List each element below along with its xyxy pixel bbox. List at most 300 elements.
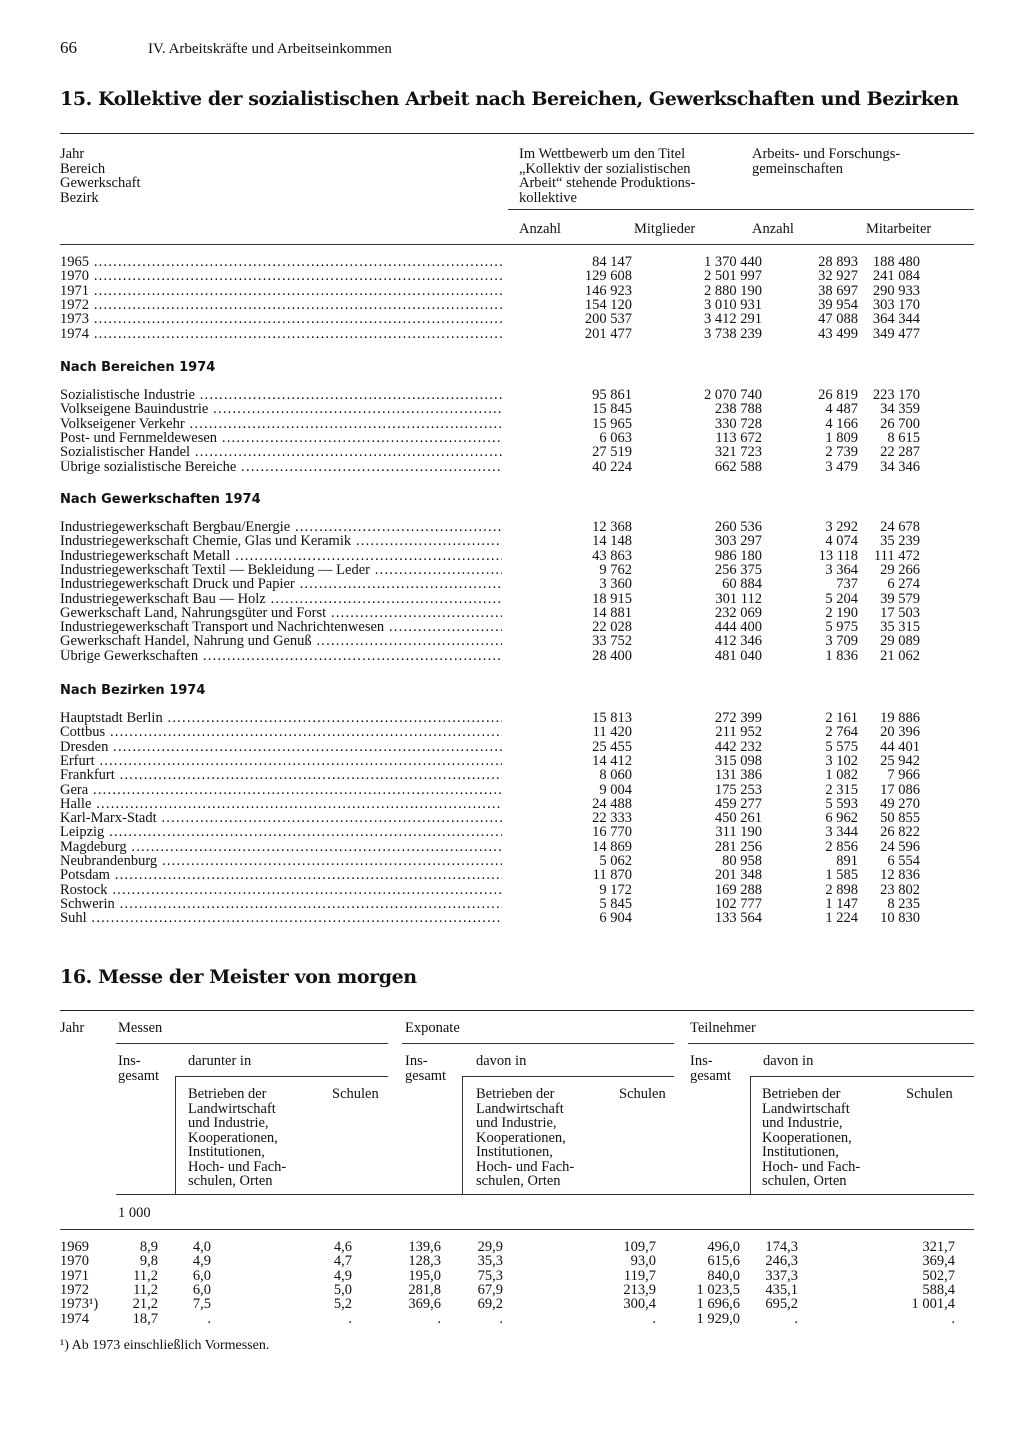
table-row [60, 711, 940, 725]
cell-value: 169 288 [714, 881, 762, 898]
cell-value: 11 420 [592, 724, 632, 741]
teilnehmer-betriebe-head: Betrieben der Landwirtschaft und Industrie, Kooperationen, Institutionen, Hoch- und Fach- schulen, Orten [762, 1086, 861, 1189]
table-row [60, 783, 940, 797]
cell-value: 43 499 [818, 325, 858, 342]
cell-value: 1 370 440 [704, 254, 762, 270]
row-label: Magdeburg ..... [60, 840, 502, 854]
cell-value: 35 315 [880, 619, 920, 636]
cell-value: 321 723 [714, 444, 762, 461]
cell-value: 412 346 [714, 633, 762, 650]
cell-value: 32 927 [818, 268, 858, 285]
row-label: Volkseigener Verkehr ..... [60, 417, 502, 431]
table-row [60, 768, 940, 782]
cell-value: 26 700 [880, 415, 920, 432]
cell-value: 28 893 [818, 254, 858, 270]
cell-value: 80 958 [722, 853, 762, 869]
messen-rule [116, 1043, 388, 1044]
cell-value: 38 697 [818, 282, 858, 299]
cell-value: 337,3 [765, 1267, 798, 1284]
cell-value: 21 062 [880, 647, 920, 664]
exponate-sub-rule [462, 1076, 674, 1077]
running-head [60, 38, 392, 58]
cell-value: 22 287 [880, 444, 920, 461]
row-label: Sozialistische Industrie ..... [60, 388, 502, 402]
table-row [60, 1240, 960, 1254]
row-label: Volkseigene Bauindustrie ..... [60, 402, 502, 416]
row-year: 1969 [60, 1239, 89, 1255]
cell-value: 69,2 [477, 1296, 503, 1313]
cell-value: 29,9 [477, 1239, 503, 1255]
cell-value: 29 089 [880, 633, 920, 650]
table-row [60, 284, 940, 298]
cell-value: 2 764 [825, 724, 858, 741]
table-row [60, 1269, 960, 1283]
table-row [60, 460, 940, 474]
cell-value: 113 672 [715, 429, 762, 446]
messen-betriebe-head: Betrieben der Landwirtschaft und Industrie, Kooperationen, Institutionen, Hoch- und Fach- schulen, Orten [188, 1086, 287, 1189]
row-label: Frankfurt ..... [60, 768, 502, 782]
cell-value: 2 161 [825, 710, 858, 726]
cell-value: 43 863 [592, 547, 632, 564]
cell-value: 4,6 [333, 1239, 352, 1255]
cell-value: 9 172 [599, 881, 632, 898]
cell-value: . [207, 1310, 211, 1327]
cell-value: . [437, 1310, 441, 1327]
cell-value: 364 344 [872, 311, 920, 328]
cell-value: 281 256 [714, 838, 762, 855]
cell-value: 28 400 [592, 647, 632, 664]
cell-value: 1 082 [825, 767, 858, 784]
cell-value: 3 010 931 [704, 296, 762, 313]
cell-value: 6 063 [599, 429, 632, 446]
cell-value: 24 678 [880, 519, 920, 535]
cell-value: 3 102 [825, 752, 858, 769]
cell-value: 7 966 [887, 767, 920, 784]
cell-value: 129 608 [584, 268, 632, 285]
cell-value: 737 [836, 576, 858, 593]
row-year: 1974 [60, 1310, 89, 1327]
teilnehmer-sub-rule [750, 1076, 974, 1077]
cell-value: 986 180 [714, 547, 762, 564]
cell-value: 14 412 [592, 752, 632, 769]
cell-value: 1 585 [825, 867, 858, 884]
exponate-insgesamt-head: Ins- gesamt [405, 1053, 447, 1084]
row-label: Leipzig ..... [60, 825, 502, 839]
cell-value: 11 870 [592, 867, 632, 884]
row-label: Dresden ..... [60, 740, 502, 754]
cell-value: 5 593 [825, 795, 858, 812]
table-row [60, 620, 940, 634]
row-label: 1971 ..... [60, 284, 502, 298]
cell-value: . [348, 1310, 352, 1327]
cell-value: 300,4 [623, 1296, 656, 1313]
cell-value: 211 952 [715, 724, 762, 741]
cell-value: 290 933 [872, 282, 920, 299]
row-label: 1965 ..... [60, 255, 502, 269]
row-label: Gera ..... [60, 783, 502, 797]
cell-value: 188 480 [872, 254, 920, 270]
table-row [60, 811, 940, 825]
cell-value: 200 537 [584, 311, 632, 328]
cell-value: 75,3 [477, 1267, 503, 1284]
row-year: 1972 [60, 1281, 89, 1298]
table-16-body-rule [60, 1229, 974, 1230]
section-heading: Nach Bezirken 1974 [60, 683, 206, 698]
row-label: Hauptstadt Berlin ..... [60, 711, 502, 725]
cell-value: 5 062 [599, 853, 632, 869]
cell-value: 9 762 [599, 561, 632, 578]
table-row [60, 549, 940, 563]
group-head-messen: Messen [118, 1020, 163, 1036]
table-row [60, 1312, 960, 1326]
cell-value: 44 401 [880, 738, 920, 755]
table-row [60, 754, 940, 768]
table-row [60, 592, 940, 606]
cell-value: 2 739 [825, 444, 858, 461]
cell-value: 459 277 [714, 795, 762, 812]
cell-value: 84 147 [592, 254, 632, 270]
messen-schulen-head: Schulen [332, 1086, 379, 1102]
cell-value: 25 942 [880, 752, 920, 769]
cell-value: 35 239 [880, 533, 920, 550]
cell-value: 232 069 [714, 604, 762, 621]
cell-value: 5,2 [333, 1296, 352, 1313]
cell-value: 444 400 [714, 619, 762, 636]
cell-value: 131 386 [714, 767, 762, 784]
row-label: Rostock ..... [60, 883, 502, 897]
row-label: Industriegewerkschaft Chemie, Glas und Keramik ..... [60, 534, 502, 548]
table-row [60, 431, 940, 445]
cell-value: 201 477 [584, 325, 632, 342]
col-head-jahr: Jahr [60, 1020, 85, 1036]
cell-value: 102 777 [714, 895, 762, 912]
row-year: 1973¹) [60, 1296, 99, 1313]
table-row [60, 854, 940, 868]
unit-rule-top [116, 1194, 974, 1195]
table-15-body-rule [60, 244, 974, 245]
cell-value: 26 819 [818, 387, 858, 403]
cell-value: 95 861 [592, 387, 632, 403]
table-row [60, 634, 940, 648]
cell-value: 2 315 [825, 781, 858, 798]
unit-label: 1 000 [118, 1205, 151, 1221]
messen-insgesamt-head: Ins- gesamt [118, 1053, 160, 1084]
teilnehmer-schulen-head: Schulen [906, 1086, 953, 1102]
table-row [60, 883, 940, 897]
row-label: Gewerkschaft Land, Nahrungsgüter und Forst ..... [60, 606, 502, 620]
cell-value: 442 232 [714, 738, 762, 755]
row-label: Industriegewerkschaft Metall ..... [60, 549, 502, 563]
cell-value: 9 004 [599, 781, 632, 798]
table-15-head-rule [508, 209, 974, 210]
cell-value: 3 344 [825, 824, 858, 841]
cell-value: 3 364 [825, 561, 858, 578]
cell-value: 8 235 [887, 895, 920, 912]
footnote: ¹) Ab 1973 einschließlich Vormessen. [60, 1338, 270, 1353]
cell-value: 223 170 [872, 387, 920, 403]
table-row [60, 1297, 960, 1311]
cell-value: 6 554 [887, 853, 920, 869]
cell-value: 11,2 [133, 1281, 158, 1298]
cell-value: 33 752 [592, 633, 632, 650]
cell-value: 29 266 [880, 561, 920, 578]
cell-value: 15 965 [592, 415, 632, 432]
cell-value: 5 575 [825, 738, 858, 755]
table-row [60, 606, 940, 620]
cell-value: 4,0 [192, 1239, 211, 1255]
cell-value: 5 204 [825, 590, 858, 607]
row-year: 1971 [60, 1267, 89, 1284]
cell-value: 4 074 [825, 533, 858, 550]
cell-value: 201 348 [714, 867, 762, 884]
cell-value: 246,3 [765, 1253, 798, 1270]
cell-value: 7,5 [192, 1296, 211, 1313]
cell-value: 11,2 [133, 1267, 158, 1284]
cell-value: 3 709 [825, 633, 858, 650]
cell-value: 47 088 [818, 311, 858, 328]
cell-value: 4 487 [825, 401, 858, 418]
cell-value: 5 975 [825, 619, 858, 636]
teilnehmer-insgesamt-head: Ins- gesamt [690, 1053, 732, 1084]
table-row [60, 740, 940, 754]
row-label: Suhl ..... [60, 911, 502, 925]
cell-value: 40 224 [592, 458, 632, 475]
cell-value: 34 346 [880, 458, 920, 475]
cell-value: 5,0 [333, 1281, 352, 1298]
group-head-teilnehmer: Teilnehmer [690, 1020, 756, 1036]
cell-value: 49 270 [880, 795, 920, 812]
cell-value: 34 359 [880, 401, 920, 418]
cell-value: 1 929,0 [696, 1310, 740, 1327]
cell-value: 93,0 [630, 1253, 656, 1270]
cell-value: 17 503 [880, 604, 920, 621]
cell-value: 111 472 [873, 547, 920, 564]
cell-value: 3 292 [825, 519, 858, 535]
table-row [60, 269, 940, 283]
cell-value: 5 845 [599, 895, 632, 912]
row-label: Schwerin ..... [60, 897, 502, 911]
table-row [60, 840, 940, 854]
cell-value: 4,9 [333, 1267, 352, 1284]
cell-value: 695,2 [765, 1296, 798, 1313]
cell-value: 260 536 [714, 519, 762, 535]
cell-value: 8 060 [599, 767, 632, 784]
cell-value: 6 904 [599, 910, 632, 927]
cell-value: 3 412 291 [704, 311, 762, 328]
cell-value: 22 028 [592, 619, 632, 636]
table-row [60, 797, 940, 811]
cell-value: 24 596 [880, 838, 920, 855]
col-head-mitarbeiter: Mitarbeiter [866, 221, 932, 237]
cell-value: 588,4 [922, 1281, 955, 1298]
cell-value: 18 915 [592, 590, 632, 607]
cell-value: 20 396 [880, 724, 920, 741]
cell-value: 6,0 [192, 1281, 211, 1298]
cell-value: 330 728 [714, 415, 762, 432]
cell-value: 18,7 [132, 1310, 158, 1327]
row-label: Industriegewerkschaft Textil — Bekleidung — Leder ..... [60, 563, 502, 577]
cell-value: 39 579 [880, 590, 920, 607]
row-label: 1972 ..... [60, 298, 502, 312]
table-row [60, 897, 940, 911]
chapter-title: IV. Arbeitskräfte und Arbeitseinkommen [148, 41, 392, 57]
cell-value: 6,0 [192, 1267, 211, 1284]
table-row [60, 298, 940, 312]
cell-value: 14 881 [592, 604, 632, 621]
exponate-divider [462, 1076, 463, 1194]
cell-value: 12 368 [592, 519, 632, 535]
cell-value: 154 120 [584, 296, 632, 313]
table-16-top-rule [60, 1010, 974, 1011]
cell-value: 17 086 [880, 781, 920, 798]
row-label: Gewerkschaft Handel, Nahrung und Genuß ..... [60, 634, 502, 648]
cell-value: 213,9 [623, 1281, 656, 1298]
table-16-title: 16. Messe der Meister von morgen [60, 966, 417, 988]
cell-value: 1 696,6 [696, 1296, 740, 1313]
cell-value: 16 770 [592, 824, 632, 841]
cell-value: . [652, 1310, 656, 1327]
cell-value: 35,3 [477, 1253, 503, 1270]
cell-value: 615,6 [707, 1253, 740, 1270]
cell-value: 8,9 [139, 1239, 158, 1255]
row-label: Industriegewerkschaft Transport und Nachrichtenwesen ..... [60, 620, 502, 634]
table-row [60, 327, 940, 341]
cell-value: 25 455 [592, 738, 632, 755]
cell-value: 301 112 [715, 590, 762, 607]
cell-value: 14 869 [592, 838, 632, 855]
table-row [60, 312, 940, 326]
cell-value: 2 880 190 [704, 282, 762, 299]
table-row [60, 534, 940, 548]
table-row [60, 563, 940, 577]
cell-value: 311 190 [715, 824, 762, 841]
cell-value: 3 479 [825, 458, 858, 475]
cell-value: 1 836 [825, 647, 858, 664]
cell-value: 450 261 [714, 810, 762, 827]
cell-value: 256 375 [714, 561, 762, 578]
exponate-davon-head: davon in [476, 1053, 527, 1069]
cell-value: 133 564 [714, 910, 762, 927]
row-label: 1973 ..... [60, 312, 502, 326]
row-label: Industriegewerkschaft Bergbau/Energie ..... [60, 520, 502, 534]
table-15-group-production: Im Wettbewerb um den Titel „Kollektiv der sozialistischen Arbeit“ stehende Produktions- kollektive [519, 146, 696, 206]
group-head-exponate: Exponate [405, 1020, 460, 1036]
cell-value: 435,1 [765, 1281, 798, 1298]
cell-value: 23 802 [880, 881, 920, 898]
row-label: Industriegewerkschaft Druck und Papier ..... [60, 577, 502, 591]
cell-value: 496,0 [707, 1239, 740, 1255]
cell-value: 3 360 [599, 576, 632, 593]
cell-value: 281,8 [408, 1281, 441, 1298]
table-row [60, 868, 940, 882]
cell-value: 128,3 [408, 1253, 441, 1270]
table-15-top-rule [60, 133, 974, 134]
row-label: Erfurt ..... [60, 754, 502, 768]
col-head-anzahl-1: Anzahl [519, 221, 561, 237]
cell-value: 1 001,4 [911, 1296, 955, 1313]
cell-value: 10 830 [880, 910, 920, 927]
teilnehmer-divider [750, 1076, 751, 1194]
cell-value: 6 274 [887, 576, 920, 593]
cell-value: 349 477 [872, 325, 920, 342]
cell-value: 840,0 [707, 1267, 740, 1284]
exponate-rule [402, 1043, 674, 1044]
cell-value: . [794, 1310, 798, 1327]
row-year: 1970 [60, 1253, 89, 1270]
table-row [60, 1254, 960, 1268]
cell-value: 891 [836, 853, 858, 869]
cell-value: 60 884 [722, 576, 762, 593]
cell-value: 14 148 [592, 533, 632, 550]
table-row [60, 825, 940, 839]
row-label: Potsdam ..... [60, 868, 502, 882]
row-label: Post- und Fernmeldewesen ..... [60, 431, 502, 445]
cell-value: 109,7 [623, 1239, 656, 1255]
row-label: 1970 ..... [60, 269, 502, 283]
cell-value: 481 040 [714, 647, 762, 664]
cell-value: 272 399 [714, 710, 762, 726]
cell-value: 4,9 [192, 1253, 211, 1270]
cell-value: 2 898 [825, 881, 858, 898]
teilnehmer-davon-head: davon in [763, 1053, 814, 1069]
table-row [60, 1283, 960, 1297]
cell-value: 662 588 [714, 458, 762, 475]
cell-value: 175 253 [714, 781, 762, 798]
cell-value: 15 813 [592, 710, 632, 726]
table-15-group-research: Arbeits- und Forschungs- gemeinschaften [752, 146, 901, 177]
cell-value: 2 190 [825, 604, 858, 621]
cell-value: 303 170 [872, 296, 920, 313]
cell-value: 9,8 [139, 1253, 158, 1270]
messen-sub-rule [175, 1076, 388, 1077]
cell-value: 139,6 [408, 1239, 441, 1255]
col-head-mitglieder: Mitglieder [634, 221, 696, 237]
table-row [60, 725, 940, 739]
col-head-anzahl-2: Anzahl [752, 221, 794, 237]
cell-value: 22 333 [592, 810, 632, 827]
table-row [60, 445, 940, 459]
cell-value: 369,4 [922, 1253, 955, 1270]
cell-value: 119,7 [623, 1267, 656, 1284]
cell-value: 1 224 [825, 910, 858, 927]
cell-value: 6 962 [825, 810, 858, 827]
teilnehmer-rule [688, 1043, 974, 1044]
cell-value: 502,7 [922, 1267, 955, 1284]
row-label: Karl-Marx-Stadt ..... [60, 811, 502, 825]
table-15-title: 15. Kollektive der sozialistischen Arbeit nach Bereichen, Gewerkschaften und Bezirken [60, 88, 959, 110]
cell-value: 369,6 [408, 1296, 441, 1313]
cell-value: 2 501 997 [704, 268, 762, 285]
cell-value: 315 098 [714, 752, 762, 769]
cell-value: . [951, 1310, 955, 1327]
cell-value: 24 488 [592, 795, 632, 812]
exponate-betriebe-head: Betrieben der Landwirtschaft und Industrie, Kooperationen, Institutionen, Hoch- und Fach- schulen, Orten [476, 1086, 575, 1189]
table-row [60, 402, 940, 416]
cell-value: 8 615 [887, 429, 920, 446]
cell-value: 146 923 [584, 282, 632, 299]
cell-value: 12 836 [880, 867, 920, 884]
section-heading: Nach Bereichen 1974 [60, 360, 216, 375]
cell-value: 174,3 [765, 1239, 798, 1255]
cell-value: . [499, 1310, 503, 1327]
cell-value: 27 519 [592, 444, 632, 461]
cell-value: 4,7 [333, 1253, 352, 1270]
row-label: Übrige sozialistische Bereiche ..... [60, 460, 502, 474]
table-15-stub-head: Jahr Bereich Gewerkschaft Bezirk [60, 146, 141, 206]
messen-darunter-head: darunter in [188, 1053, 252, 1069]
table-row [60, 911, 940, 925]
table-row [60, 388, 940, 402]
